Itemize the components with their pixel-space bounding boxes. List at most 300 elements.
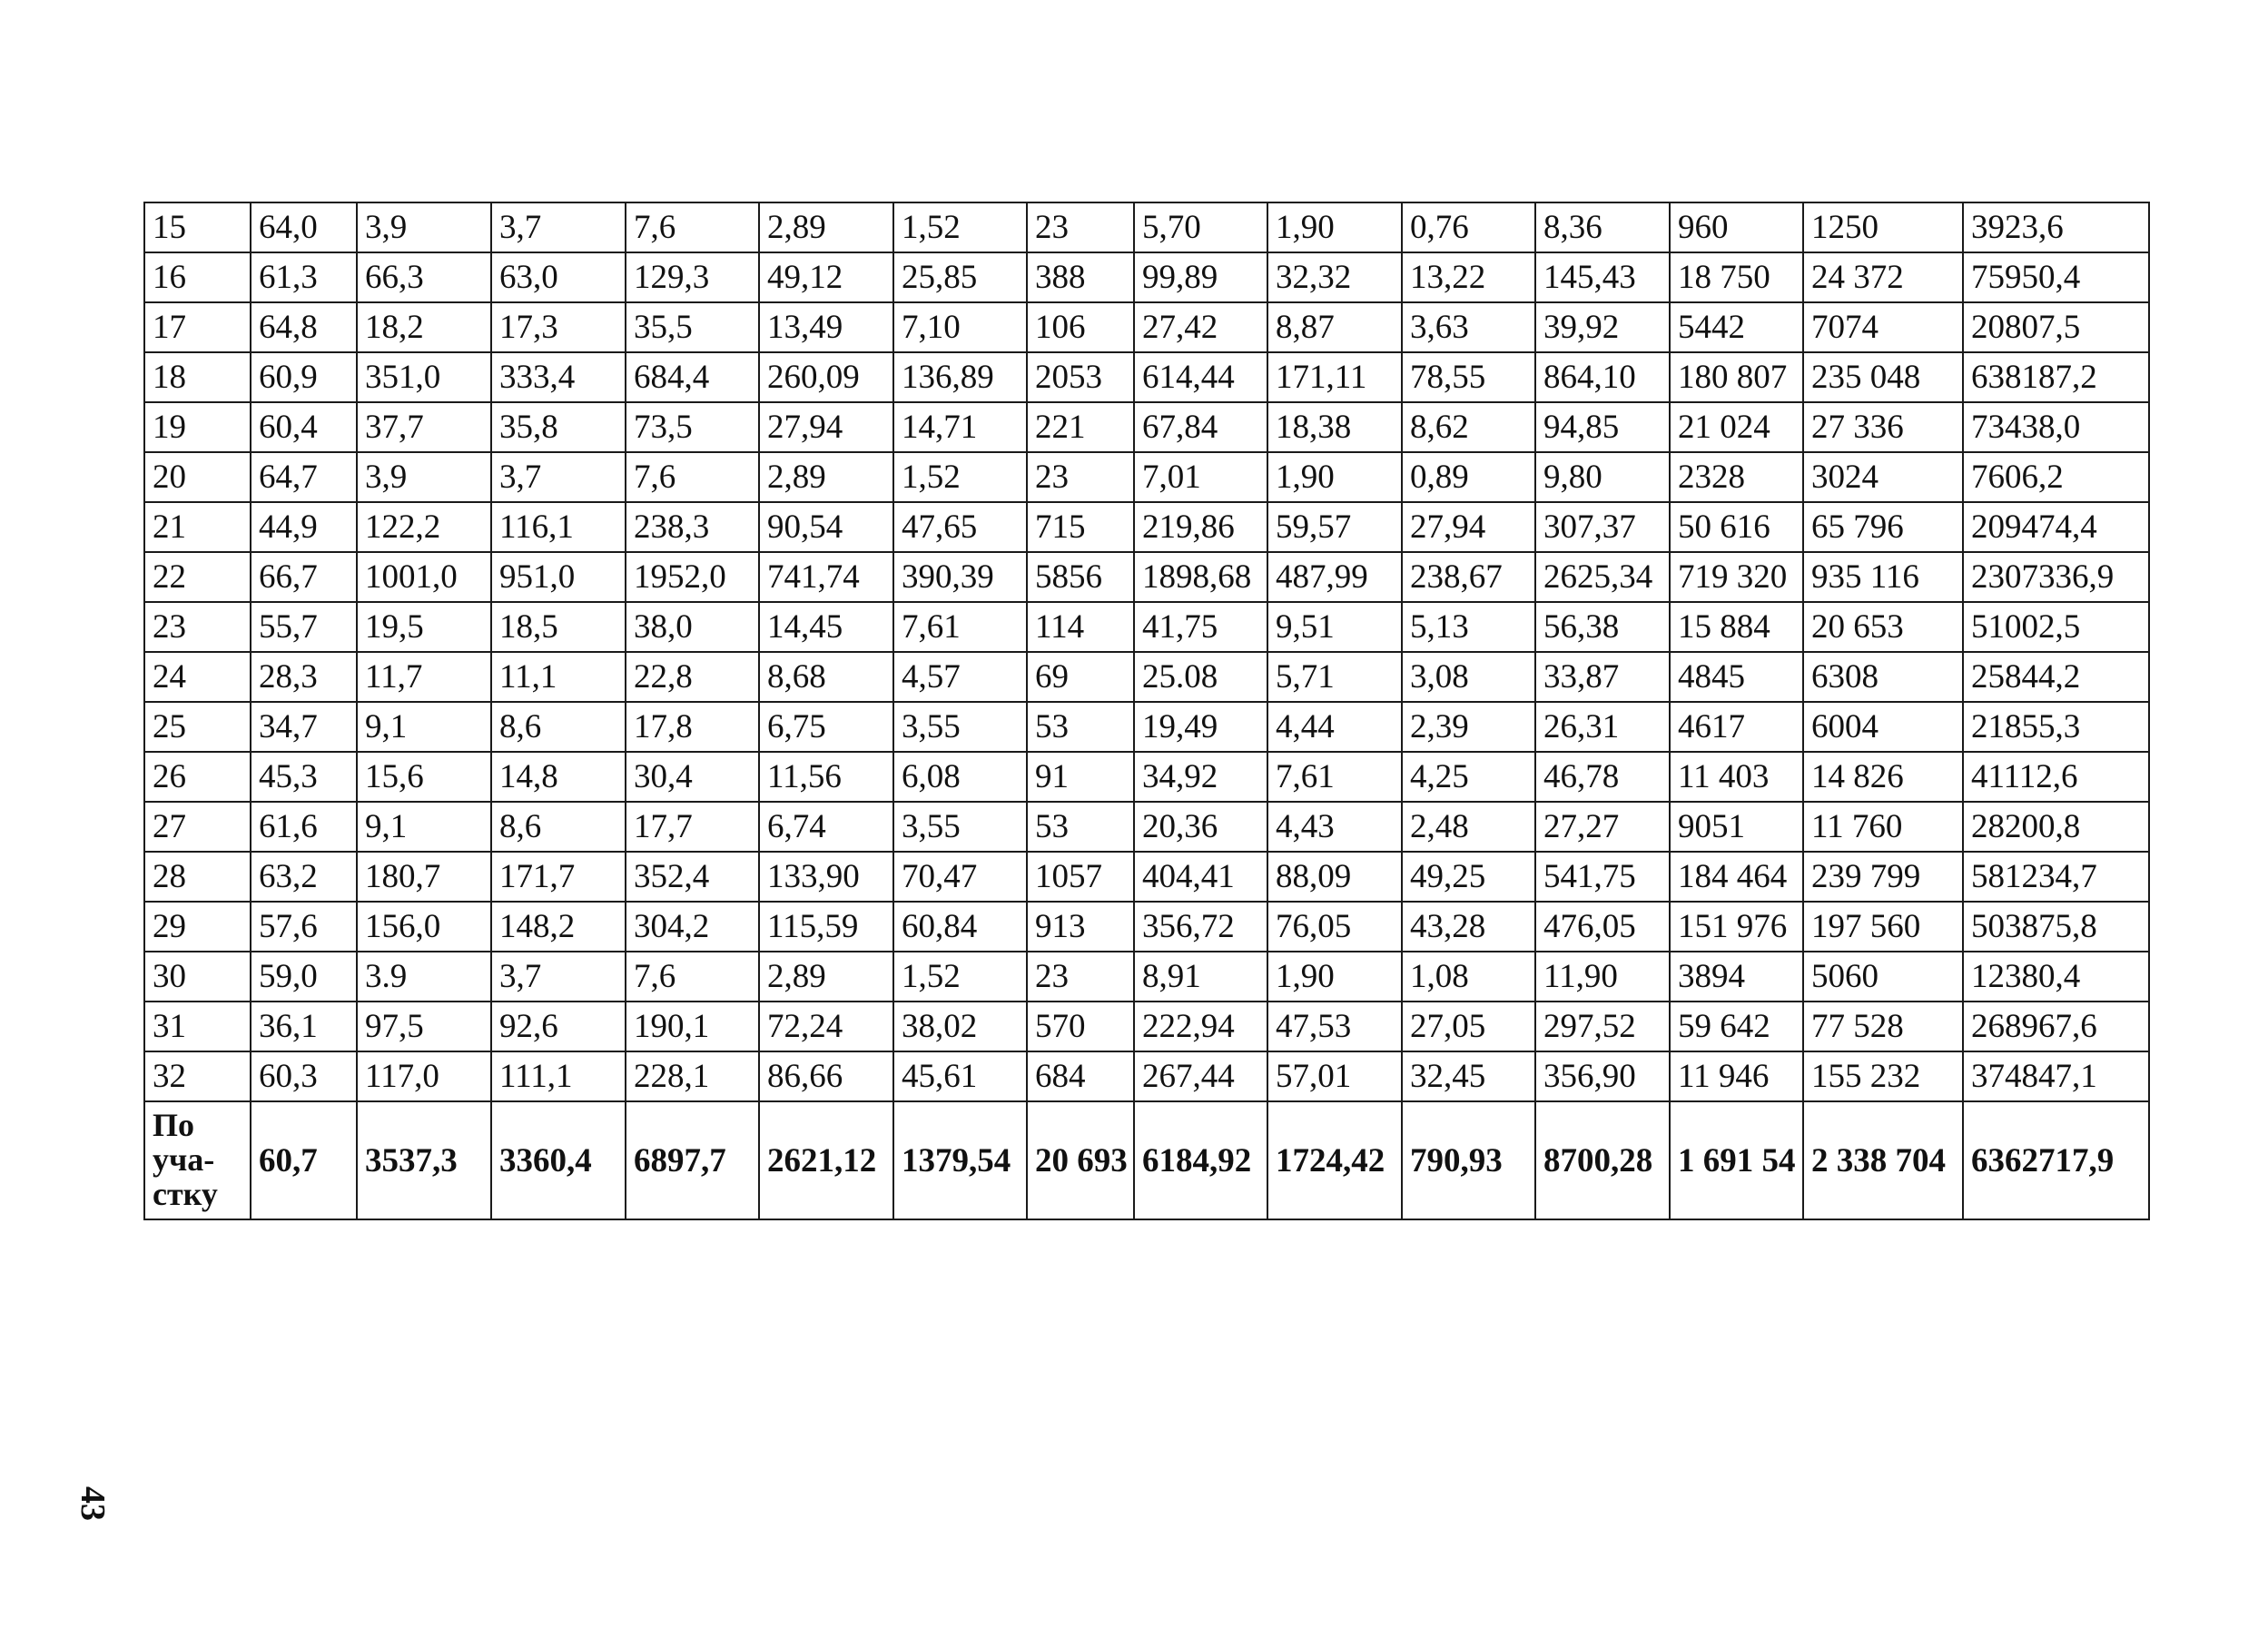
table-cell: 239 799 xyxy=(1803,852,1963,902)
table-cell: 148,2 xyxy=(491,902,626,952)
table-cell: 97,5 xyxy=(357,1002,491,1051)
row-number-cell: 31 xyxy=(144,1002,251,1051)
total-cell: 790,93 xyxy=(1402,1101,1535,1219)
table-cell: 27 336 xyxy=(1803,402,1963,452)
table-cell: 39,92 xyxy=(1535,302,1670,352)
table-cell: 53 xyxy=(1027,802,1134,852)
data-table xyxy=(143,202,2150,1220)
table-cell: 66,7 xyxy=(251,552,357,602)
table-cell: 22,8 xyxy=(626,652,759,702)
table-cell: 2,89 xyxy=(759,202,893,252)
row-number-cell: 22 xyxy=(144,552,251,602)
table-cell: 60,9 xyxy=(251,352,357,402)
table-cell: 960 xyxy=(1670,202,1803,252)
table-cell: 111,1 xyxy=(491,1051,626,1101)
table-cell: 57,01 xyxy=(1267,1051,1402,1101)
row-number-cell: 29 xyxy=(144,902,251,952)
table-cell: 541,75 xyxy=(1535,852,1670,902)
table-cell: 503875,8 xyxy=(1963,902,2149,952)
table-cell: 2,89 xyxy=(759,952,893,1002)
table-cell: 1952,0 xyxy=(626,552,759,602)
table-row xyxy=(144,902,2149,952)
table-cell: 6308 xyxy=(1803,652,1963,702)
total-label-line: уча- xyxy=(153,1141,215,1179)
table-cell: 37,7 xyxy=(357,402,491,452)
table-cell: 1,08 xyxy=(1402,952,1535,1002)
table-cell: 8,62 xyxy=(1402,402,1535,452)
table-cell: 28,3 xyxy=(251,652,357,702)
table-cell: 27,42 xyxy=(1134,302,1267,352)
table-cell: 65 796 xyxy=(1803,502,1963,552)
row-number-cell: 28 xyxy=(144,852,251,902)
table-cell: 151 976 xyxy=(1670,902,1803,952)
table-cell: 333,4 xyxy=(491,352,626,402)
table-cell: 19,49 xyxy=(1134,702,1267,752)
table-cell: 404,41 xyxy=(1134,852,1267,902)
table-cell: 221 xyxy=(1027,402,1134,452)
table-cell: 41,75 xyxy=(1134,602,1267,652)
table-cell: 145,43 xyxy=(1535,252,1670,302)
table-cell: 51002,5 xyxy=(1963,602,2149,652)
total-label-cell xyxy=(144,1101,251,1219)
table-cell: 2,89 xyxy=(759,452,893,502)
table-cell: 15,6 xyxy=(357,752,491,802)
total-cell: 60,7 xyxy=(251,1101,357,1219)
table-cell: 3024 xyxy=(1803,452,1963,502)
table-cell: 64,0 xyxy=(251,202,357,252)
table-cell: 13,49 xyxy=(759,302,893,352)
table-row xyxy=(144,252,2149,302)
table-cell: 0,89 xyxy=(1402,452,1535,502)
table-cell: 5060 xyxy=(1803,952,1963,1002)
table-cell: 32,45 xyxy=(1402,1051,1535,1101)
table-cell: 388 xyxy=(1027,252,1134,302)
table-cell: 18 750 xyxy=(1670,252,1803,302)
table-cell: 94,85 xyxy=(1535,402,1670,452)
table-cell: 155 232 xyxy=(1803,1051,1963,1101)
table-cell: 3.9 xyxy=(357,952,491,1002)
table-cell: 209474,4 xyxy=(1963,502,2149,552)
page-number: 43 xyxy=(74,1486,112,1521)
table-cell: 6004 xyxy=(1803,702,1963,752)
table-cell: 8,91 xyxy=(1134,952,1267,1002)
table-cell: 115,59 xyxy=(759,902,893,952)
table-cell: 116,1 xyxy=(491,502,626,552)
table-row xyxy=(144,552,2149,602)
table-cell: 297,52 xyxy=(1535,1002,1670,1051)
table-body xyxy=(144,202,2149,1219)
table-cell: 3,7 xyxy=(491,202,626,252)
table-cell: 99,89 xyxy=(1134,252,1267,302)
table-cell: 4,57 xyxy=(893,652,1027,702)
table-cell: 11 760 xyxy=(1803,802,1963,852)
table-cell: 17,8 xyxy=(626,702,759,752)
table-cell: 33,87 xyxy=(1535,652,1670,702)
total-cell: 6897,7 xyxy=(626,1101,759,1219)
table-cell: 14,71 xyxy=(893,402,1027,452)
table-cell: 59,0 xyxy=(251,952,357,1002)
table-cell: 77 528 xyxy=(1803,1002,1963,1051)
table-cell: 41112,6 xyxy=(1963,752,2149,802)
total-label-line: стку xyxy=(153,1175,218,1212)
table-cell: 6,75 xyxy=(759,702,893,752)
table-cell: 21855,3 xyxy=(1963,702,2149,752)
table-row xyxy=(144,752,2149,802)
row-number-cell: 18 xyxy=(144,352,251,402)
table-cell: 1,52 xyxy=(893,202,1027,252)
table-row xyxy=(144,352,2149,402)
table-cell: 47,65 xyxy=(893,502,1027,552)
table-cell: 67,84 xyxy=(1134,402,1267,452)
table-row xyxy=(144,402,2149,452)
row-number-cell: 21 xyxy=(144,502,251,552)
row-number-cell: 24 xyxy=(144,652,251,702)
table-row xyxy=(144,202,2149,252)
table-cell: 20807,5 xyxy=(1963,302,2149,352)
table-cell: 75950,4 xyxy=(1963,252,2149,302)
table-cell: 715 xyxy=(1027,502,1134,552)
table-cell: 15 884 xyxy=(1670,602,1803,652)
total-cell: 3537,3 xyxy=(357,1101,491,1219)
table-cell: 44,9 xyxy=(251,502,357,552)
table-cell: 45,61 xyxy=(893,1051,1027,1101)
table-cell: 4845 xyxy=(1670,652,1803,702)
table-cell: 70,47 xyxy=(893,852,1027,902)
total-cell: 20 693 xyxy=(1027,1101,1134,1219)
table-cell: 117,0 xyxy=(357,1051,491,1101)
table-cell: 7,6 xyxy=(626,452,759,502)
table-cell: 60,84 xyxy=(893,902,1027,952)
table-cell: 8,68 xyxy=(759,652,893,702)
table-cell: 129,3 xyxy=(626,252,759,302)
table-cell: 7,6 xyxy=(626,202,759,252)
table-cell: 78,55 xyxy=(1402,352,1535,402)
table-cell: 235 048 xyxy=(1803,352,1963,402)
table-cell: 6,08 xyxy=(893,752,1027,802)
table-cell: 4617 xyxy=(1670,702,1803,752)
table-cell: 64,7 xyxy=(251,452,357,502)
table-row xyxy=(144,652,2149,702)
table-cell: 63,2 xyxy=(251,852,357,902)
table-cell: 238,67 xyxy=(1402,552,1535,602)
table-cell: 9,80 xyxy=(1535,452,1670,502)
table-row xyxy=(144,502,2149,552)
table-cell: 7,61 xyxy=(1267,752,1402,802)
table-cell: 570 xyxy=(1027,1002,1134,1051)
table-cell: 1898,68 xyxy=(1134,552,1267,602)
table-cell: 4,43 xyxy=(1267,802,1402,852)
table-cell: 3,08 xyxy=(1402,652,1535,702)
table-cell: 1,52 xyxy=(893,952,1027,1002)
row-number-cell: 15 xyxy=(144,202,251,252)
total-cell: 1 691 54 xyxy=(1670,1101,1803,1219)
table-cell: 46,78 xyxy=(1535,752,1670,802)
table-cell: 72,24 xyxy=(759,1002,893,1051)
table-row xyxy=(144,802,2149,852)
table-cell: 73,5 xyxy=(626,402,759,452)
table-cell: 11 946 xyxy=(1670,1051,1803,1101)
table-cell: 238,3 xyxy=(626,502,759,552)
table-cell: 28200,8 xyxy=(1963,802,2149,852)
table-cell: 2307336,9 xyxy=(1963,552,2149,602)
total-cell: 3360,4 xyxy=(491,1101,626,1219)
table-cell: 56,38 xyxy=(1535,602,1670,652)
table-row xyxy=(144,302,2149,352)
table-cell: 11,1 xyxy=(491,652,626,702)
table-cell: 0,76 xyxy=(1402,202,1535,252)
total-row xyxy=(144,1101,2149,1219)
total-cell: 2 338 704 xyxy=(1803,1101,1963,1219)
table-cell: 1250 xyxy=(1803,202,1963,252)
table-cell: 14 826 xyxy=(1803,752,1963,802)
table-cell: 7,01 xyxy=(1134,452,1267,502)
row-number-cell: 19 xyxy=(144,402,251,452)
table-cell: 3,7 xyxy=(491,452,626,502)
table-cell: 719 320 xyxy=(1670,552,1803,602)
table-cell: 43,28 xyxy=(1402,902,1535,952)
table-cell: 21 024 xyxy=(1670,402,1803,452)
table-cell: 8,6 xyxy=(491,702,626,752)
table-cell: 356,72 xyxy=(1134,902,1267,952)
table-cell: 487,99 xyxy=(1267,552,1402,602)
table-row xyxy=(144,952,2149,1002)
table-cell: 1,90 xyxy=(1267,452,1402,502)
table-cell: 57,6 xyxy=(251,902,357,952)
table-cell: 25844,2 xyxy=(1963,652,2149,702)
table-cell: 307,37 xyxy=(1535,502,1670,552)
table-cell: 171,7 xyxy=(491,852,626,902)
table-cell: 7074 xyxy=(1803,302,1963,352)
table-cell: 9,51 xyxy=(1267,602,1402,652)
table-cell: 91 xyxy=(1027,752,1134,802)
table-cell: 1,52 xyxy=(893,452,1027,502)
table-cell: 27,94 xyxy=(1402,502,1535,552)
table-cell: 374847,1 xyxy=(1963,1051,2149,1101)
row-number-cell: 25 xyxy=(144,702,251,752)
table-cell: 12380,4 xyxy=(1963,952,2149,1002)
row-number-cell: 16 xyxy=(144,252,251,302)
table-cell: 64,8 xyxy=(251,302,357,352)
table-cell: 260,09 xyxy=(759,352,893,402)
table-cell: 23 xyxy=(1027,202,1134,252)
table-cell: 34,7 xyxy=(251,702,357,752)
table-cell: 741,74 xyxy=(759,552,893,602)
total-cell: 8700,28 xyxy=(1535,1101,1670,1219)
table-cell: 7,6 xyxy=(626,952,759,1002)
table-cell: 25,85 xyxy=(893,252,1027,302)
table-cell: 5,70 xyxy=(1134,202,1267,252)
table-cell: 55,7 xyxy=(251,602,357,652)
table-cell: 219,86 xyxy=(1134,502,1267,552)
row-number-cell: 32 xyxy=(144,1051,251,1101)
table-cell: 24 372 xyxy=(1803,252,1963,302)
table-cell: 222,94 xyxy=(1134,1002,1267,1051)
total-label-line: По xyxy=(153,1107,195,1144)
table-cell: 38,02 xyxy=(893,1002,1027,1051)
table-row xyxy=(144,452,2149,502)
table-cell: 76,05 xyxy=(1267,902,1402,952)
table-cell: 11,7 xyxy=(357,652,491,702)
table-cell: 49,12 xyxy=(759,252,893,302)
table-cell: 197 560 xyxy=(1803,902,1963,952)
table-cell: 3923,6 xyxy=(1963,202,2149,252)
table-cell: 864,10 xyxy=(1535,352,1670,402)
row-number-cell: 26 xyxy=(144,752,251,802)
table-cell: 11,90 xyxy=(1535,952,1670,1002)
table-cell: 5442 xyxy=(1670,302,1803,352)
table-cell: 581234,7 xyxy=(1963,852,2149,902)
total-cell: 6362717,9 xyxy=(1963,1101,2149,1219)
table-cell: 7,61 xyxy=(893,602,1027,652)
table-cell: 8,36 xyxy=(1535,202,1670,252)
table-cell: 2,48 xyxy=(1402,802,1535,852)
table-cell: 106 xyxy=(1027,302,1134,352)
table-cell: 3894 xyxy=(1670,952,1803,1002)
table-cell: 356,90 xyxy=(1535,1051,1670,1101)
table-cell: 3,55 xyxy=(893,802,1027,852)
table-cell: 88,09 xyxy=(1267,852,1402,902)
table-cell: 69 xyxy=(1027,652,1134,702)
table-cell: 13,22 xyxy=(1402,252,1535,302)
table-cell: 684,4 xyxy=(626,352,759,402)
table-cell: 27,05 xyxy=(1402,1002,1535,1051)
table-cell: 36,1 xyxy=(251,1002,357,1051)
total-cell: 1724,42 xyxy=(1267,1101,1402,1219)
table-cell: 268967,6 xyxy=(1963,1002,2149,1051)
table-cell: 38,0 xyxy=(626,602,759,652)
table-cell: 60,4 xyxy=(251,402,357,452)
table-cell: 1,90 xyxy=(1267,202,1402,252)
table-cell: 9,1 xyxy=(357,702,491,752)
table-cell: 3,9 xyxy=(357,452,491,502)
table-cell: 3,55 xyxy=(893,702,1027,752)
table-cell: 18,2 xyxy=(357,302,491,352)
table-cell: 53 xyxy=(1027,702,1134,752)
table-cell: 20 653 xyxy=(1803,602,1963,652)
table-cell: 49,25 xyxy=(1402,852,1535,902)
table-cell: 352,4 xyxy=(626,852,759,902)
table-cell: 1,90 xyxy=(1267,952,1402,1002)
table-cell: 913 xyxy=(1027,902,1134,952)
table-cell: 614,44 xyxy=(1134,352,1267,402)
table-row xyxy=(144,852,2149,902)
table-cell: 14,8 xyxy=(491,752,626,802)
table-row xyxy=(144,1002,2149,1051)
table-cell: 5,13 xyxy=(1402,602,1535,652)
table-cell: 50 616 xyxy=(1670,502,1803,552)
table-cell: 25.08 xyxy=(1134,652,1267,702)
table-cell: 267,44 xyxy=(1134,1051,1267,1101)
table-cell: 2328 xyxy=(1670,452,1803,502)
table-cell: 5,71 xyxy=(1267,652,1402,702)
table-cell: 8,87 xyxy=(1267,302,1402,352)
table-cell: 136,89 xyxy=(893,352,1027,402)
table-cell: 4,44 xyxy=(1267,702,1402,752)
table-cell: 7606,2 xyxy=(1963,452,2149,502)
table-cell: 3,7 xyxy=(491,952,626,1002)
table-cell: 59 642 xyxy=(1670,1002,1803,1051)
table-cell: 2,39 xyxy=(1402,702,1535,752)
table-cell: 156,0 xyxy=(357,902,491,952)
row-number-cell: 30 xyxy=(144,952,251,1002)
table-cell: 18,38 xyxy=(1267,402,1402,452)
table-cell: 20,36 xyxy=(1134,802,1267,852)
table-cell: 18,5 xyxy=(491,602,626,652)
table-cell: 114 xyxy=(1027,602,1134,652)
table-cell: 390,39 xyxy=(893,552,1027,602)
table-cell: 45,3 xyxy=(251,752,357,802)
row-number-cell: 23 xyxy=(144,602,251,652)
table-cell: 304,2 xyxy=(626,902,759,952)
table-cell: 23 xyxy=(1027,452,1134,502)
table-cell: 935 116 xyxy=(1803,552,1963,602)
table-cell: 27,27 xyxy=(1535,802,1670,852)
total-cell: 6184,92 xyxy=(1134,1101,1267,1219)
table-cell: 3,9 xyxy=(357,202,491,252)
table-cell: 60,3 xyxy=(251,1051,357,1101)
table-cell: 8,6 xyxy=(491,802,626,852)
table-cell: 14,45 xyxy=(759,602,893,652)
table-cell: 3,63 xyxy=(1402,302,1535,352)
table-cell: 34,92 xyxy=(1134,752,1267,802)
table-cell: 73438,0 xyxy=(1963,402,2149,452)
table-cell: 6,74 xyxy=(759,802,893,852)
table-cell: 90,54 xyxy=(759,502,893,552)
table-cell: 11,56 xyxy=(759,752,893,802)
table-cell: 92,6 xyxy=(491,1002,626,1051)
table-cell: 5856 xyxy=(1027,552,1134,602)
table-cell: 133,90 xyxy=(759,852,893,902)
table-cell: 11 403 xyxy=(1670,752,1803,802)
table-cell: 2053 xyxy=(1027,352,1134,402)
table-cell: 1057 xyxy=(1027,852,1134,902)
table-cell: 2625,34 xyxy=(1535,552,1670,602)
table-cell: 9051 xyxy=(1670,802,1803,852)
table-row xyxy=(144,702,2149,752)
table-cell: 17,7 xyxy=(626,802,759,852)
table-cell: 35,8 xyxy=(491,402,626,452)
table-cell: 476,05 xyxy=(1535,902,1670,952)
table-cell: 180 807 xyxy=(1670,352,1803,402)
table-cell: 59,57 xyxy=(1267,502,1402,552)
table-cell: 86,66 xyxy=(759,1051,893,1101)
table-cell: 4,25 xyxy=(1402,752,1535,802)
table-cell: 26,31 xyxy=(1535,702,1670,752)
table-cell: 180,7 xyxy=(357,852,491,902)
table-row xyxy=(144,602,2149,652)
table-cell: 27,94 xyxy=(759,402,893,452)
table-cell: 190,1 xyxy=(626,1002,759,1051)
table-cell: 7,10 xyxy=(893,302,1027,352)
table-cell: 684 xyxy=(1027,1051,1134,1101)
table-cell: 122,2 xyxy=(357,502,491,552)
table-row xyxy=(144,1051,2149,1101)
table-cell: 351,0 xyxy=(357,352,491,402)
table-cell: 35,5 xyxy=(626,302,759,352)
table-cell: 228,1 xyxy=(626,1051,759,1101)
table-cell: 19,5 xyxy=(357,602,491,652)
table-cell: 171,11 xyxy=(1267,352,1402,402)
table-cell: 63,0 xyxy=(491,252,626,302)
row-number-cell: 20 xyxy=(144,452,251,502)
table-cell: 17,3 xyxy=(491,302,626,352)
table-cell: 23 xyxy=(1027,952,1134,1002)
table-cell: 1001,0 xyxy=(357,552,491,602)
table-cell: 32,32 xyxy=(1267,252,1402,302)
table-cell: 66,3 xyxy=(357,252,491,302)
table-cell: 638187,2 xyxy=(1963,352,2149,402)
row-number-cell: 17 xyxy=(144,302,251,352)
